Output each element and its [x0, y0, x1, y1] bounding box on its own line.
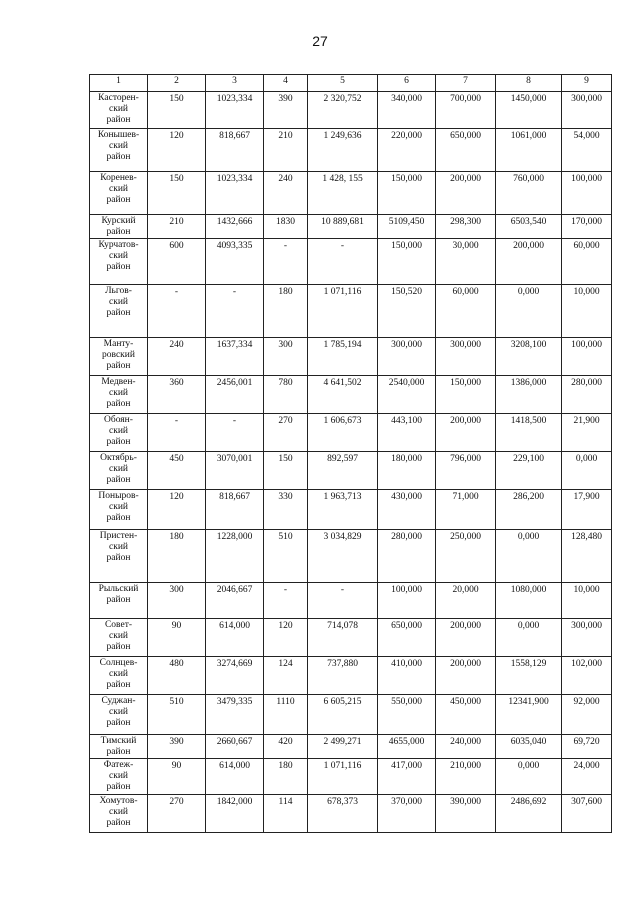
- value-cell: 3479,335: [206, 695, 264, 735]
- value-cell: 1080,000: [496, 583, 562, 619]
- value-cell: 450: [148, 452, 206, 490]
- column-header: 6: [378, 75, 436, 92]
- value-cell: 210: [148, 215, 206, 239]
- value-cell: 150: [148, 92, 206, 129]
- value-cell: 340,000: [378, 92, 436, 129]
- value-cell: 510: [148, 695, 206, 735]
- value-cell: 330: [264, 490, 308, 530]
- column-header: 3: [206, 75, 264, 92]
- value-cell: 892,597: [308, 452, 378, 490]
- value-cell: 390: [264, 92, 308, 129]
- value-cell: 443,100: [378, 414, 436, 452]
- value-cell: 92,000: [562, 695, 612, 735]
- value-cell: 678,373: [308, 795, 378, 833]
- value-cell: 280,000: [378, 530, 436, 583]
- value-cell: 4093,335: [206, 239, 264, 285]
- value-cell: -: [264, 583, 308, 619]
- value-cell: 210,000: [436, 759, 496, 795]
- value-cell: 614,000: [206, 759, 264, 795]
- column-header: 5: [308, 75, 378, 92]
- table-row: [90, 695, 612, 735]
- district-name-cell: Коренев- ский район: [90, 172, 148, 215]
- district-name-cell: Пристен- ский район: [90, 530, 148, 583]
- value-cell: 10 889,681: [308, 215, 378, 239]
- table-row: [90, 657, 612, 695]
- value-cell: 100,000: [562, 338, 612, 376]
- value-cell: 150,520: [378, 285, 436, 338]
- value-cell: 240: [264, 172, 308, 215]
- district-name-cell: Курский район: [90, 215, 148, 239]
- value-cell: 300,000: [436, 338, 496, 376]
- table-row: [90, 414, 612, 452]
- value-cell: 180: [264, 759, 308, 795]
- value-cell: 124: [264, 657, 308, 695]
- value-cell: 6 605,215: [308, 695, 378, 735]
- value-cell: 298,300: [436, 215, 496, 239]
- value-cell: 54,000: [562, 129, 612, 172]
- value-cell: 71,000: [436, 490, 496, 530]
- value-cell: 818,667: [206, 129, 264, 172]
- value-cell: 700,000: [436, 92, 496, 129]
- value-cell: 1386,000: [496, 376, 562, 414]
- value-cell: 24,000: [562, 759, 612, 795]
- value-cell: 220,000: [378, 129, 436, 172]
- value-cell: -: [308, 583, 378, 619]
- value-cell: 0,000: [496, 759, 562, 795]
- value-cell: 1637,334: [206, 338, 264, 376]
- value-cell: 20,000: [436, 583, 496, 619]
- value-cell: -: [148, 285, 206, 338]
- column-header: 1: [90, 75, 148, 92]
- value-cell: 2 320,752: [308, 92, 378, 129]
- district-name-cell: Касторен- ский район: [90, 92, 148, 129]
- value-cell: 150: [148, 172, 206, 215]
- table-row: [90, 583, 612, 619]
- value-cell: 600: [148, 239, 206, 285]
- value-cell: 90: [148, 619, 206, 657]
- district-name-cell: Курчатов- ский район: [90, 239, 148, 285]
- value-cell: 270: [148, 795, 206, 833]
- value-cell: -: [308, 239, 378, 285]
- header-row: [90, 75, 612, 92]
- value-cell: 270: [264, 414, 308, 452]
- table-row: [90, 338, 612, 376]
- value-cell: 1110: [264, 695, 308, 735]
- value-cell: 1023,334: [206, 92, 264, 129]
- column-header: 7: [436, 75, 496, 92]
- table-row: [90, 215, 612, 239]
- value-cell: 300,000: [562, 619, 612, 657]
- value-cell: -: [206, 285, 264, 338]
- value-cell: 300,000: [378, 338, 436, 376]
- value-cell: 300: [148, 583, 206, 619]
- value-cell: 510: [264, 530, 308, 583]
- district-name-cell: Фатеж- ский район: [90, 759, 148, 795]
- value-cell: 200,000: [496, 239, 562, 285]
- value-cell: 780: [264, 376, 308, 414]
- value-cell: 150,000: [436, 376, 496, 414]
- value-cell: 1023,334: [206, 172, 264, 215]
- value-cell: 390,000: [436, 795, 496, 833]
- value-cell: 417,000: [378, 759, 436, 795]
- value-cell: 114: [264, 795, 308, 833]
- value-cell: 0,000: [496, 285, 562, 338]
- table-row: [90, 759, 612, 795]
- district-name-cell: Льгов- ский район: [90, 285, 148, 338]
- column-header: 4: [264, 75, 308, 92]
- value-cell: 200,000: [436, 414, 496, 452]
- value-cell: 5109,450: [378, 215, 436, 239]
- value-cell: 6035,040: [496, 735, 562, 759]
- district-name-cell: Рыльский район: [90, 583, 148, 619]
- value-cell: 1 071,116: [308, 285, 378, 338]
- page-number: 27: [312, 33, 328, 49]
- value-cell: 796,000: [436, 452, 496, 490]
- column-header: 8: [496, 75, 562, 92]
- value-cell: 180: [264, 285, 308, 338]
- column-header: 9: [562, 75, 612, 92]
- value-cell: 2 499,271: [308, 735, 378, 759]
- table-row: [90, 490, 612, 530]
- value-cell: 420: [264, 735, 308, 759]
- value-cell: 1830: [264, 215, 308, 239]
- value-cell: 1228,000: [206, 530, 264, 583]
- value-cell: 180: [148, 530, 206, 583]
- value-cell: 150,000: [378, 172, 436, 215]
- district-name-cell: Совет- ский район: [90, 619, 148, 657]
- value-cell: 2046,667: [206, 583, 264, 619]
- value-cell: 10,000: [562, 583, 612, 619]
- table-row: [90, 530, 612, 583]
- value-cell: 69,720: [562, 735, 612, 759]
- value-cell: 1558,129: [496, 657, 562, 695]
- value-cell: 0,000: [496, 619, 562, 657]
- value-cell: 102,000: [562, 657, 612, 695]
- value-cell: 4 641,502: [308, 376, 378, 414]
- value-cell: 100,000: [378, 583, 436, 619]
- value-cell: 3070,001: [206, 452, 264, 490]
- value-cell: -: [206, 414, 264, 452]
- value-cell: 360: [148, 376, 206, 414]
- district-name-cell: Поныров- ский район: [90, 490, 148, 530]
- district-name-cell: Хомутов- ский район: [90, 795, 148, 833]
- district-name-cell: Тимский район: [90, 735, 148, 759]
- value-cell: 180,000: [378, 452, 436, 490]
- value-cell: 0,000: [562, 452, 612, 490]
- value-cell: 300,000: [562, 92, 612, 129]
- value-cell: 120: [148, 129, 206, 172]
- value-cell: 1061,000: [496, 129, 562, 172]
- value-cell: -: [264, 239, 308, 285]
- value-cell: 280,000: [562, 376, 612, 414]
- table-row: [90, 619, 612, 657]
- value-cell: 650,000: [378, 619, 436, 657]
- value-cell: 760,000: [496, 172, 562, 215]
- table-row: [90, 239, 612, 285]
- table-row: [90, 92, 612, 129]
- value-cell: 240: [148, 338, 206, 376]
- column-header: 2: [148, 75, 206, 92]
- value-cell: 17,900: [562, 490, 612, 530]
- value-cell: 120: [148, 490, 206, 530]
- table-row: [90, 735, 612, 759]
- value-cell: 3 034,829: [308, 530, 378, 583]
- value-cell: 120: [264, 619, 308, 657]
- value-cell: 1842,000: [206, 795, 264, 833]
- table-row: [90, 452, 612, 490]
- value-cell: 250,000: [436, 530, 496, 583]
- value-cell: 1 606,673: [308, 414, 378, 452]
- district-name-cell: Октябрь- ский район: [90, 452, 148, 490]
- value-cell: 714,078: [308, 619, 378, 657]
- value-cell: 300: [264, 338, 308, 376]
- value-cell: 4655,000: [378, 735, 436, 759]
- value-cell: 818,667: [206, 490, 264, 530]
- value-cell: 10,000: [562, 285, 612, 338]
- value-cell: 480: [148, 657, 206, 695]
- value-cell: 3274,669: [206, 657, 264, 695]
- value-cell: 430,000: [378, 490, 436, 530]
- district-name-cell: Медвен- ский район: [90, 376, 148, 414]
- value-cell: 2660,667: [206, 735, 264, 759]
- value-cell: 1 785,194: [308, 338, 378, 376]
- district-name-cell: Конышев- ский район: [90, 129, 148, 172]
- value-cell: 1450,000: [496, 92, 562, 129]
- value-cell: 450,000: [436, 695, 496, 735]
- value-cell: 90: [148, 759, 206, 795]
- value-cell: 614,000: [206, 619, 264, 657]
- value-cell: 200,000: [436, 619, 496, 657]
- value-cell: 737,880: [308, 657, 378, 695]
- value-cell: 0,000: [496, 530, 562, 583]
- value-cell: 30,000: [436, 239, 496, 285]
- value-cell: 12341,900: [496, 695, 562, 735]
- table-row: [90, 795, 612, 833]
- value-cell: 100,000: [562, 172, 612, 215]
- value-cell: 2540,000: [378, 376, 436, 414]
- district-name-cell: Манту- ровский район: [90, 338, 148, 376]
- value-cell: 1432,666: [206, 215, 264, 239]
- value-cell: 128,480: [562, 530, 612, 583]
- value-cell: 150,000: [378, 239, 436, 285]
- table-row: [90, 376, 612, 414]
- value-cell: 210: [264, 129, 308, 172]
- value-cell: 150: [264, 452, 308, 490]
- value-cell: 1 071,116: [308, 759, 378, 795]
- value-cell: 410,000: [378, 657, 436, 695]
- value-cell: 1 428, 155: [308, 172, 378, 215]
- value-cell: -: [148, 414, 206, 452]
- table-row: [90, 129, 612, 172]
- value-cell: 170,000: [562, 215, 612, 239]
- district-name-cell: Обоян- ский район: [90, 414, 148, 452]
- value-cell: 307,600: [562, 795, 612, 833]
- value-cell: 200,000: [436, 172, 496, 215]
- value-cell: 390: [148, 735, 206, 759]
- value-cell: 1 249,636: [308, 129, 378, 172]
- value-cell: 550,000: [378, 695, 436, 735]
- value-cell: 21,900: [562, 414, 612, 452]
- value-cell: 650,000: [436, 129, 496, 172]
- value-cell: 3208,100: [496, 338, 562, 376]
- value-cell: 1 963,713: [308, 490, 378, 530]
- table-row: [90, 172, 612, 215]
- value-cell: 1418,500: [496, 414, 562, 452]
- value-cell: 2456,001: [206, 376, 264, 414]
- district-data-table: [89, 74, 612, 833]
- district-name-cell: Солнцев- ский район: [90, 657, 148, 695]
- value-cell: 2486,692: [496, 795, 562, 833]
- value-cell: 286,200: [496, 490, 562, 530]
- value-cell: 6503,540: [496, 215, 562, 239]
- value-cell: 229,100: [496, 452, 562, 490]
- value-cell: 60,000: [562, 239, 612, 285]
- value-cell: 60,000: [436, 285, 496, 338]
- value-cell: 200,000: [436, 657, 496, 695]
- district-name-cell: Суджан- ский район: [90, 695, 148, 735]
- value-cell: 370,000: [378, 795, 436, 833]
- value-cell: 240,000: [436, 735, 496, 759]
- table-row: [90, 285, 612, 338]
